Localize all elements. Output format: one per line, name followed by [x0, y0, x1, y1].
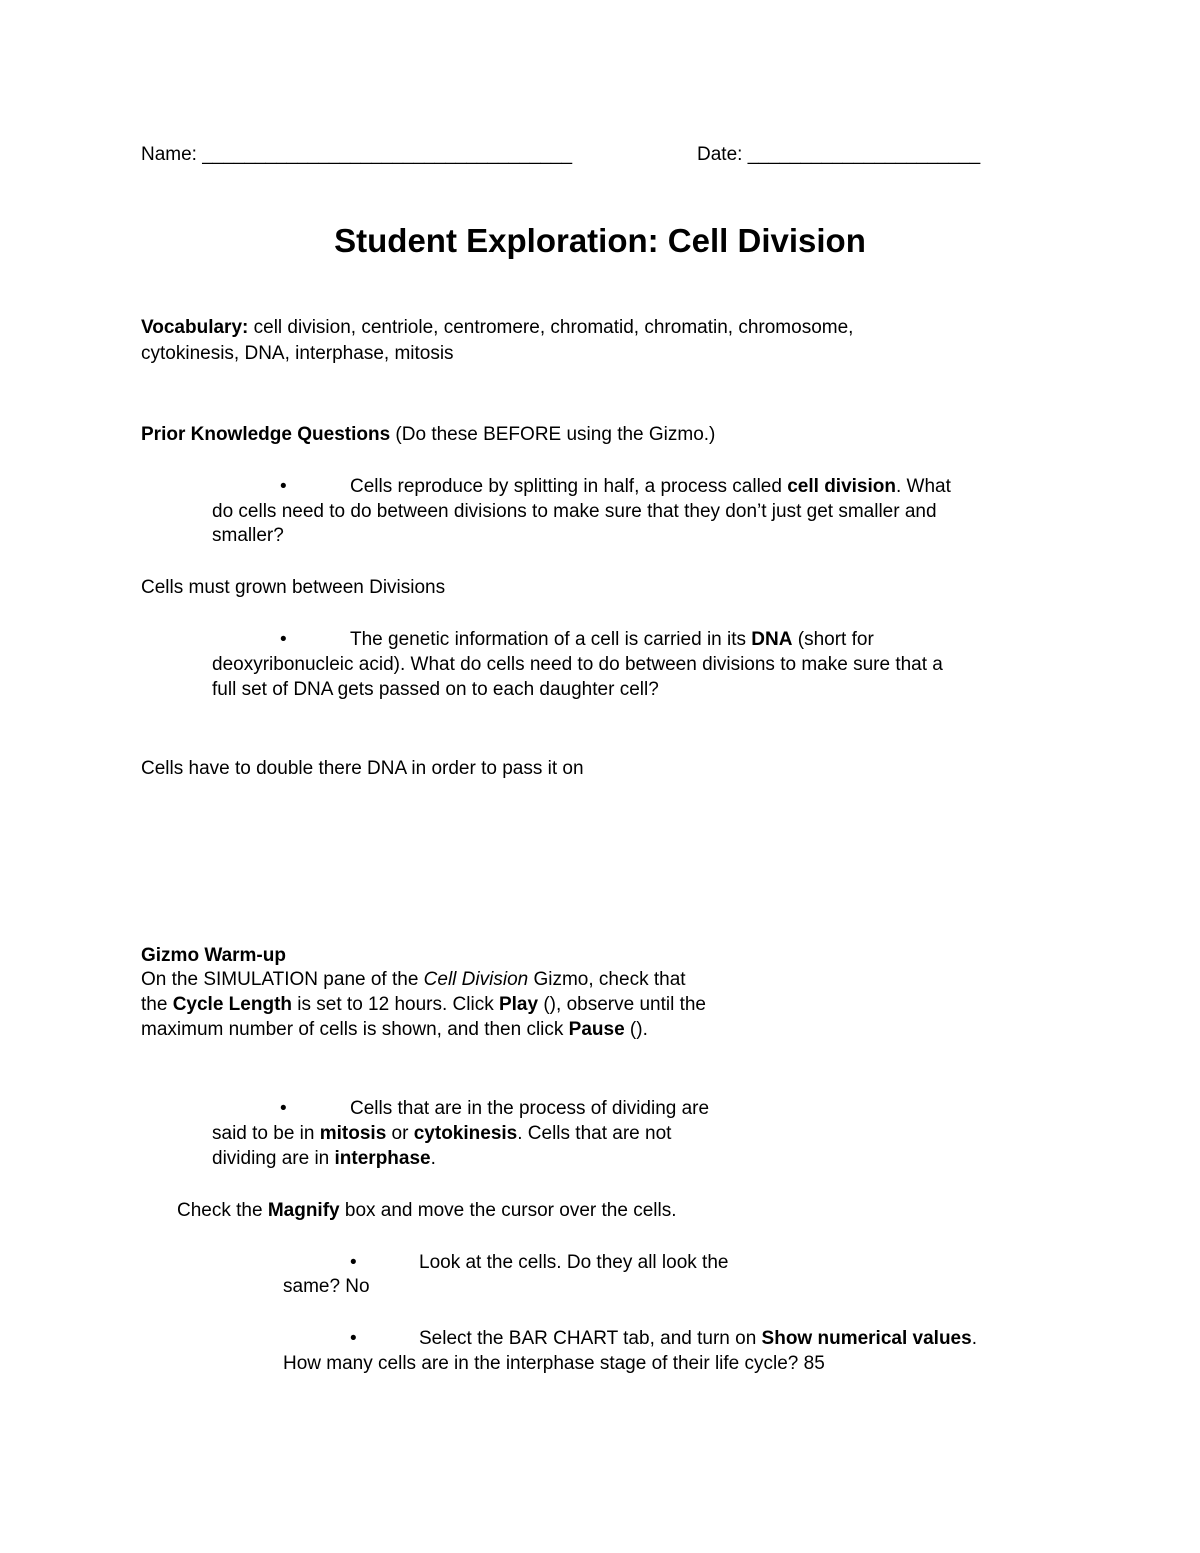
warmup-text: dividing are in: [212, 1148, 335, 1169]
warmup-bullet-1-line-2: [212, 1121, 671, 1146]
warmup-text: Check the: [177, 1200, 268, 1221]
question-2-line-3: full set of DNA gets passed on to each daughter cell?: [212, 679, 659, 700]
term-play: Play: [498, 994, 539, 1015]
warmup-text: or: [386, 1123, 414, 1144]
term-show-numerical-values: Show numerical values: [761, 1328, 972, 1349]
warmup-text: is set to 12 hours. Click: [292, 994, 499, 1015]
warmup-bullet-1-line-1: Cells that are in the process of dividing are: [350, 1098, 710, 1119]
warmup-text: the: [141, 994, 173, 1015]
warmup-bullet-1-line-3: [212, 1146, 436, 1171]
prior-knowledge-note: (Do these BEFORE using the Gizmo.): [390, 424, 716, 445]
bullet-icon: •: [280, 476, 287, 497]
warmup-text: Gizmo, check that: [528, 969, 686, 990]
term-interphase: interphase: [334, 1148, 431, 1169]
warmup-text: (), observe until the: [538, 994, 706, 1015]
question-2-line-1: [350, 627, 874, 652]
warmup-text: On the SIMULATION pane of the: [141, 969, 424, 990]
prior-knowledge-heading: Prior Knowledge Questions: [141, 424, 391, 445]
vocabulary-line-1: [141, 315, 853, 340]
bullet-icon: •: [350, 1328, 357, 1349]
vocabulary-line-2: cytokinesis, DNA, interphase, mitosis: [141, 343, 454, 364]
bullet-icon: •: [350, 1252, 357, 1273]
bullet-icon: •: [280, 629, 287, 650]
warmup-text: .: [430, 1148, 436, 1169]
warmup-text: said to be in: [212, 1123, 320, 1144]
warmup-text: Select the BAR CHART tab, and turn on: [419, 1328, 762, 1349]
name-field-line: Name: ___________________________________: [141, 144, 573, 165]
term-cell-division: cell division: [787, 476, 896, 497]
term-cycle-length: Cycle Length: [172, 994, 293, 1015]
warmup-heading-text: Gizmo Warm-up: [141, 945, 286, 966]
warmup-line-1: [141, 967, 686, 992]
page-title: Student Exploration: Cell Division: [334, 222, 866, 259]
question-1-text-end: . What: [896, 476, 951, 497]
question-1-line-3: smaller?: [212, 525, 284, 546]
warmup-bullet-3-line-2: How many cells are in the interphase stage of their life cycle? 85: [283, 1353, 825, 1374]
warmup-heading: [141, 943, 286, 968]
bullet-icon: •: [280, 1098, 287, 1119]
prior-knowledge-heading-line: [141, 422, 715, 447]
term-pause: Pause: [568, 1019, 625, 1040]
question-2-line-2: deoxyribonucleic acid). What do cells need to do between divisions to make sure that a: [212, 654, 943, 675]
warmup-bullet-2-line-1: Look at the cells. Do they all look the: [419, 1252, 729, 1273]
warmup-bullet-3-line-1: [419, 1326, 977, 1351]
term-cytokinesis: cytokinesis: [413, 1123, 518, 1144]
question-1-line-2: do cells need to do between divisions to make sure that they don’t just get smaller and: [212, 501, 937, 522]
question-1-text: Cells reproduce by splitting in half, a process called: [350, 476, 788, 497]
magnify-instruction: [177, 1198, 677, 1223]
question-2-text-end: (short for: [792, 629, 874, 650]
warmup-text: box and move the cursor over the cells.: [339, 1200, 677, 1221]
answer-2: Cells have to double there DNA in order to pass it on: [141, 758, 584, 779]
gizmo-name: Cell Division: [423, 969, 529, 990]
question-2-text: The genetic information of a cell is carried in its: [350, 629, 752, 650]
warmup-line-3: [141, 1017, 648, 1042]
term-magnify: Magnify: [267, 1200, 340, 1221]
vocabulary-label: Vocabulary:: [141, 317, 249, 338]
term-dna: DNA: [751, 629, 793, 650]
warmup-line-2: [141, 992, 706, 1017]
date-field-line: Date: ______________________: [697, 144, 981, 165]
vocabulary-terms: cell division, centriole, centromere, chromatid, chromatin, chromosome,: [248, 317, 854, 338]
term-mitosis: mitosis: [319, 1123, 387, 1144]
warmup-text: .: [971, 1328, 977, 1349]
warmup-bullet-2-line-2: same? No: [283, 1276, 370, 1297]
answer-1: Cells must grown between Divisions: [141, 577, 446, 598]
warmup-text: maximum number of cells is shown, and then click: [141, 1019, 569, 1040]
question-1-line-1: [350, 474, 951, 499]
warmup-text: ().: [624, 1019, 648, 1040]
warmup-text: . Cells that are not: [517, 1123, 672, 1144]
